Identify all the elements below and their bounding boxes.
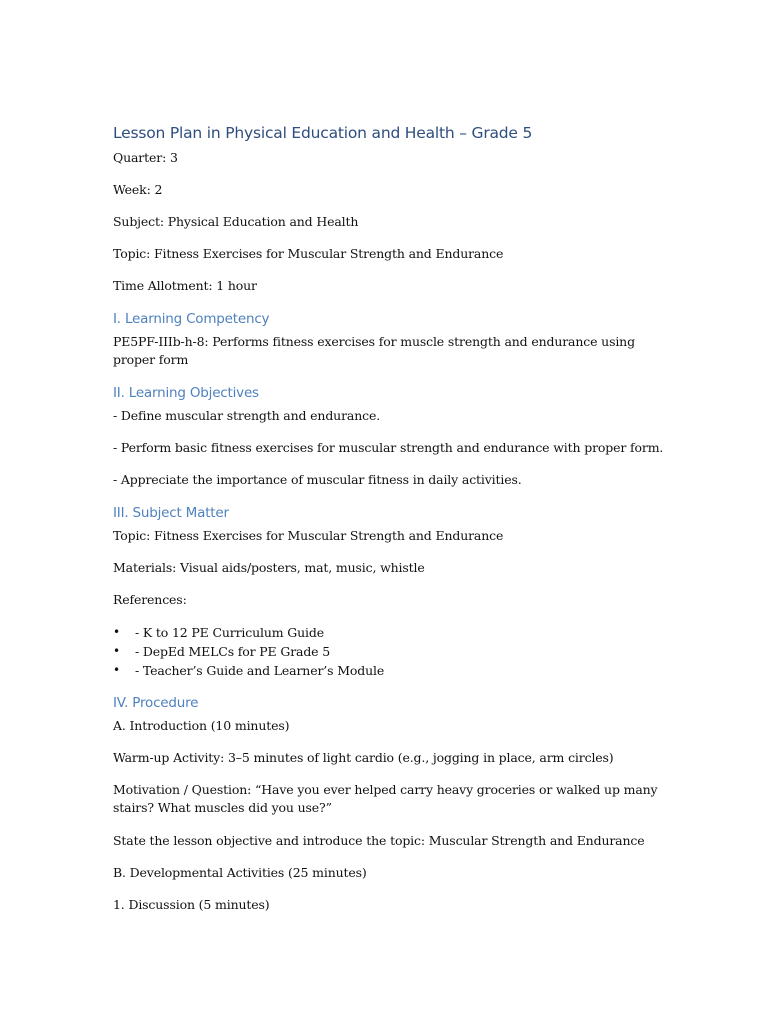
- subject-line: Subject: Physical Education and Health: [113, 214, 359, 229]
- motivation-text: Motivation / Question: “Have you ever helped carry heavy groceries or walked up many stairs? What muscles did you use?”: [113, 782, 658, 815]
- discussion-label: 1. Discussion (5 minutes): [113, 897, 270, 912]
- bullet-icon: •: [113, 625, 120, 639]
- introduction-label: A. Introduction (10 minutes): [113, 718, 290, 733]
- materials-line: Materials: Visual aids/posters, mat, music, whistle: [113, 560, 425, 575]
- objective-item: - Perform basic fitness exercises for muscular strength and endurance with proper form.: [113, 440, 664, 455]
- week-line: Week: 2: [113, 182, 163, 197]
- references-label: References:: [113, 592, 187, 607]
- objective-statement: State the lesson objective and introduce the topic: Muscular Strength and Endurance: [113, 833, 645, 848]
- bullet-icon: •: [113, 663, 120, 677]
- bullet-icon: •: [113, 644, 120, 658]
- objective-item: - Define muscular strength and endurance.: [113, 408, 381, 423]
- topic-line: Topic: Fitness Exercises for Muscular Strength and Endurance: [113, 246, 504, 261]
- reference-text: - DepEd MELCs for PE Grade 5: [135, 644, 331, 659]
- reference-text: - K to 12 PE Curriculum Guide: [135, 625, 324, 640]
- learning-competency-heading: I. Learning Competency: [113, 311, 270, 327]
- reference-text: - Teacher’s Guide and Learner’s Module: [135, 663, 385, 678]
- subject-matter-topic: Topic: Fitness Exercises for Muscular Strength and Endurance: [113, 528, 504, 543]
- procedure-heading: IV. Procedure: [113, 695, 199, 711]
- quarter-line: Quarter: 3: [113, 150, 178, 165]
- developmental-activities-label: B. Developmental Activities (25 minutes): [113, 865, 367, 880]
- subject-matter-heading: III. Subject Matter: [113, 505, 229, 521]
- learning-objectives-heading: II. Learning Objectives: [113, 385, 259, 401]
- warmup-line: Warm-up Activity: 3–5 minutes of light cardio (e.g., jogging in place, arm circles): [113, 750, 614, 765]
- objective-item: - Appreciate the importance of muscular fitness in daily activities.: [113, 472, 522, 487]
- document-title: Lesson Plan in Physical Education and Health – Grade 5: [113, 124, 533, 142]
- learning-competency-text: PE5PF-IIIb-h-8: Performs fitness exercises for muscle strength and endurance using proper form: [113, 334, 635, 367]
- time-allotment-line: Time Allotment: 1 hour: [113, 278, 257, 293]
